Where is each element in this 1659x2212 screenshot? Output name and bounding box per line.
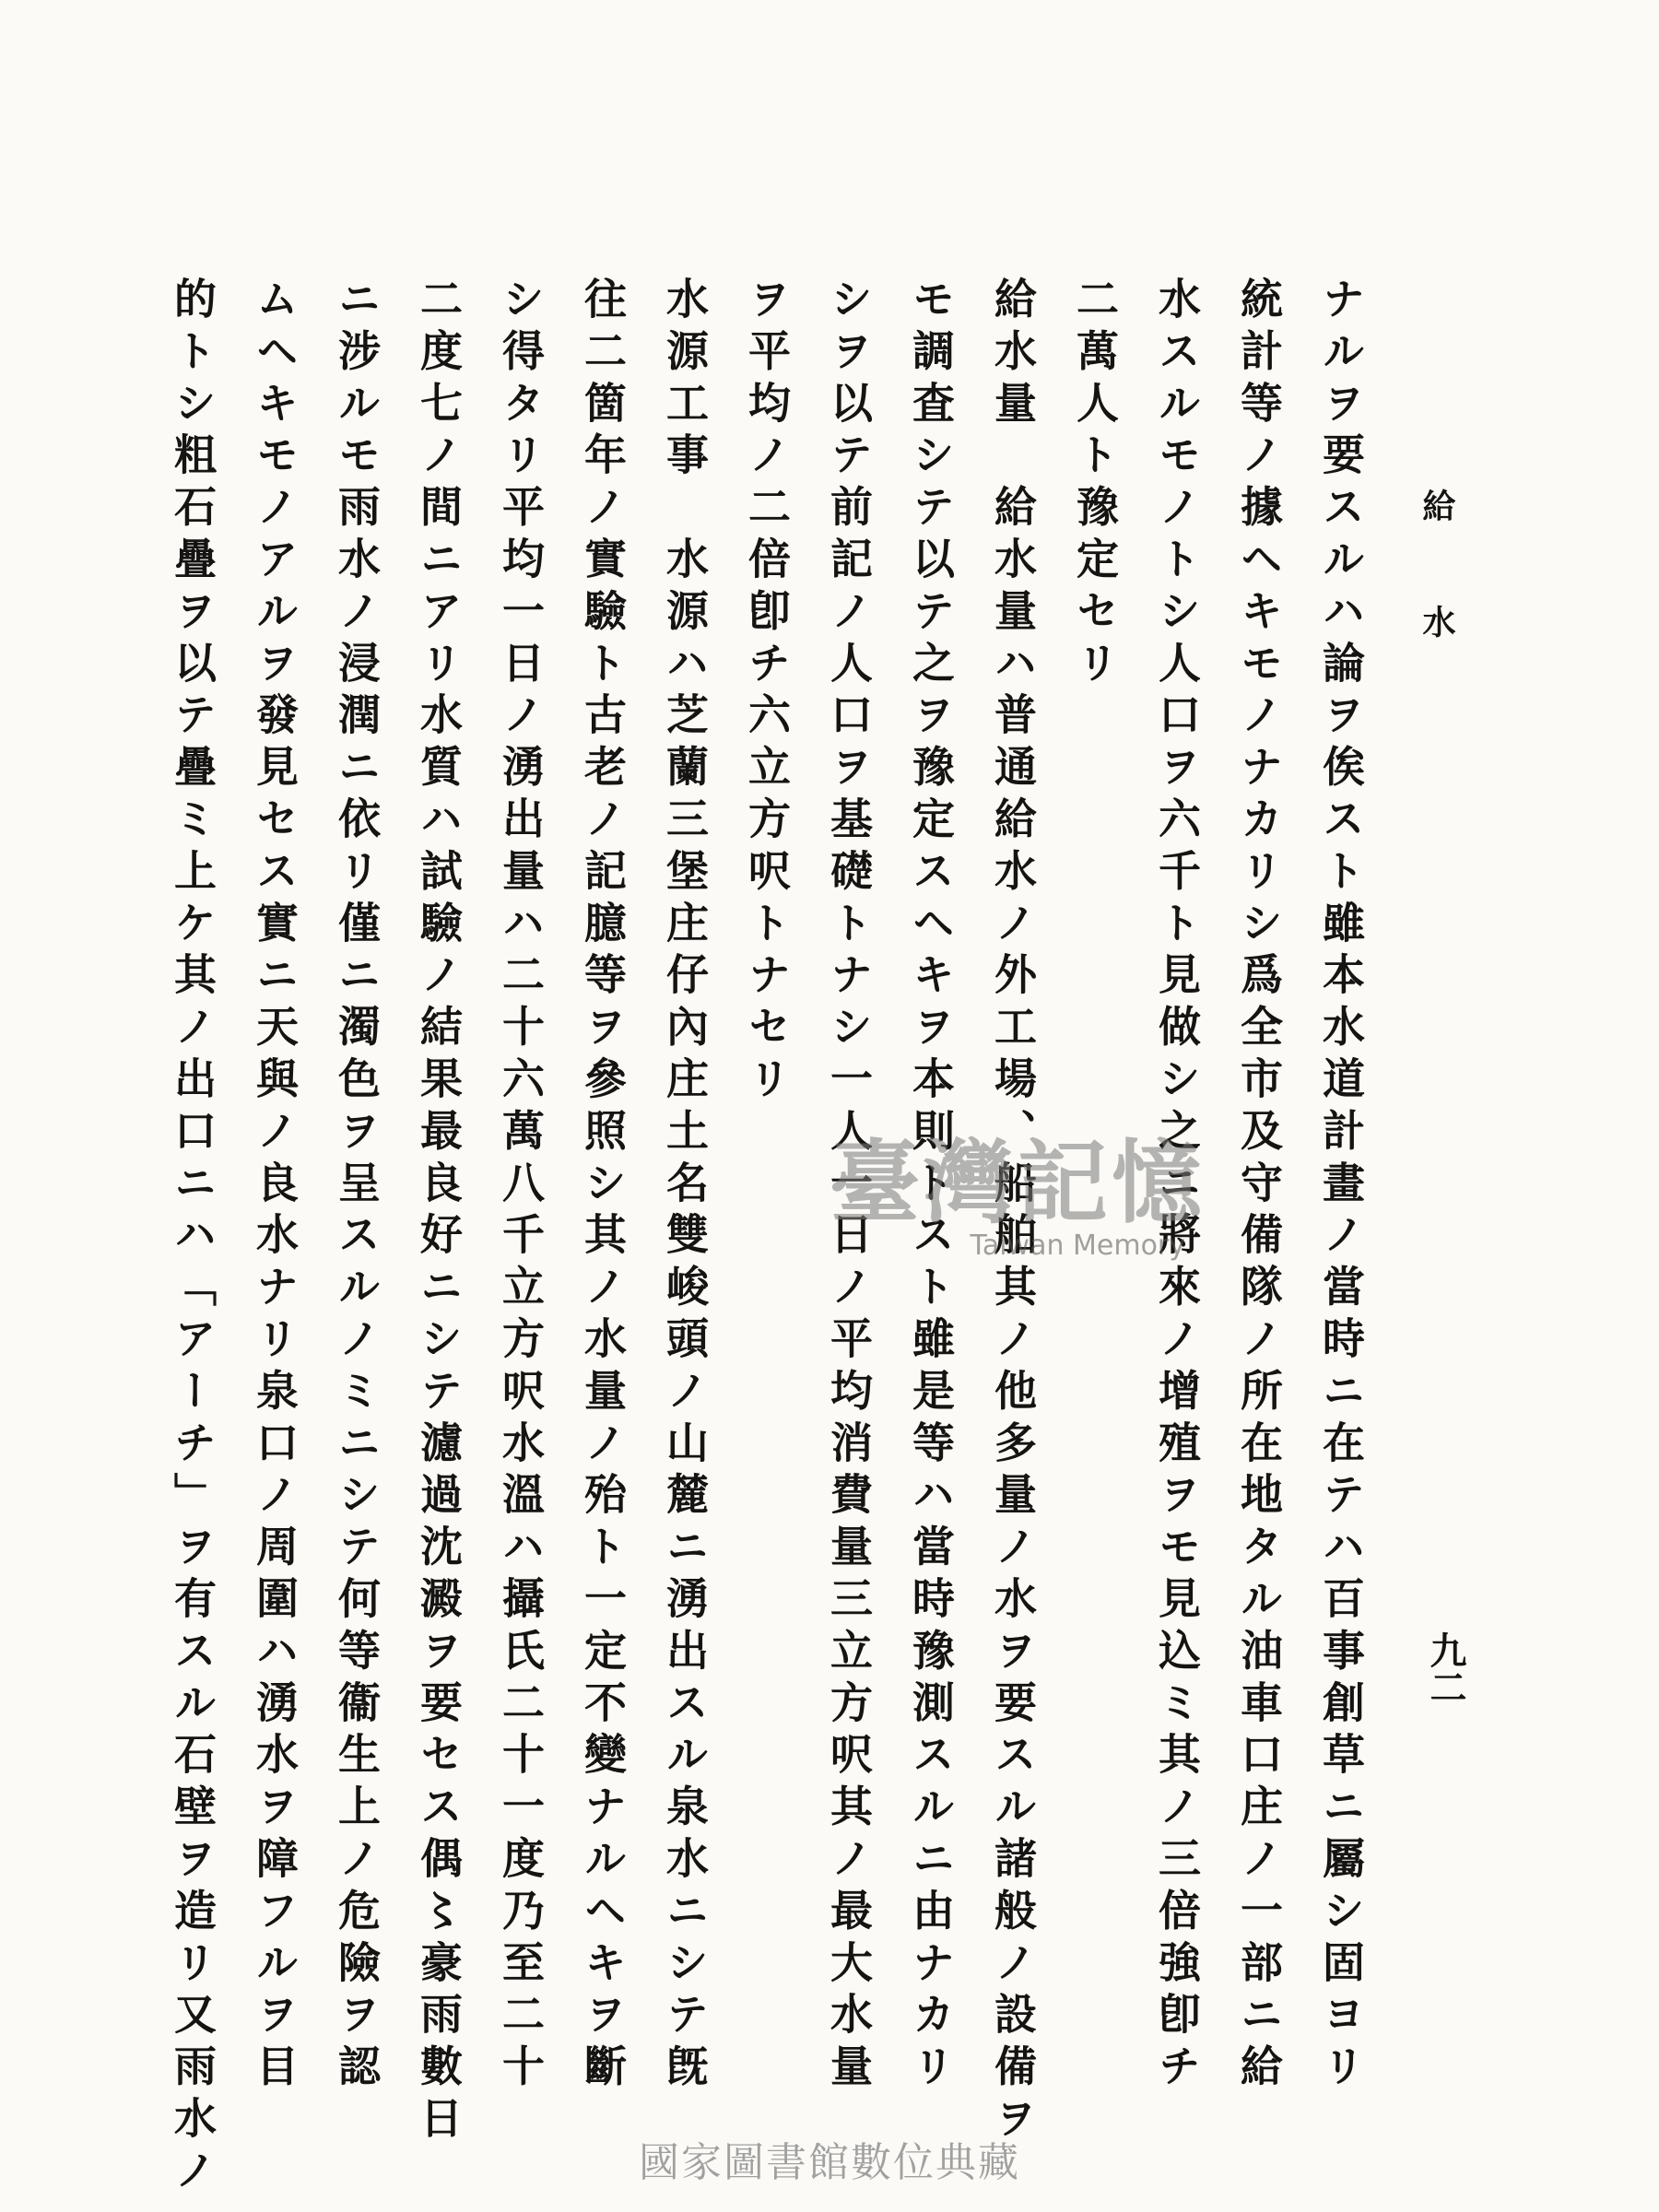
text-column-13: ニ涉ルモ雨水ノ浸潤ニ依リ僅ニ濁色ヲ呈スルノミニシテ何等衞生上ノ危險ヲ認 — [332, 276, 382, 2096]
text-column-1: ナルヲ要スルハ論ヲ俟スト雖本水道計畫ノ當時ニ在テハ百事創草ニ屬シ固ヨリ — [1316, 276, 1366, 2096]
text-column-3: 水スルモノトシ人口ヲ六千ト見做シ之ニ將來ノ增殖ヲモ見込ミ其ノ三倍強卽チ — [1152, 276, 1202, 2097]
text-column-4: 二萬人ト豫定セリ — [1070, 276, 1120, 693]
running-head: 給 水 — [1418, 488, 1456, 660]
text-column-2: 統計等ノ據ヘキモノナカリシ爲全市及守備隊ノ所在地タル油車口庄ノ一部ニ給 — [1234, 276, 1284, 2096]
text-column-10: 往二箇年ノ實驗ト古老ノ記臆等ヲ參照シ其ノ水量ノ殆ト一定不變ナルヘキヲ斷 — [578, 276, 628, 2096]
text-column-8: ヲ平均ノ二倍卽チ六立方呎トナセリ — [742, 276, 792, 1109]
text-column-12: 二度七ノ間ニアリ水質ハ試驗ノ結果最良好ニシテ濾過沈澱ヲ要セス偶〻豪雨數日 — [414, 276, 464, 2148]
page-number: 九二 — [1424, 1631, 1467, 1705]
text-column-11: シ得タリ平均一日ノ湧出量ハ二十六萬八千立方呎水溫ハ攝氏二十一度乃至二十 — [496, 276, 546, 2096]
text-column-14: ムヘキモノアルヲ發見セス實ニ天與ノ良水ナリ泉口ノ周圍ハ湧水ヲ障フルヲ目 — [250, 276, 300, 2096]
text-column-15: 的トシ粗石疊ヲ以テ疊ミ上ケ其ノ出口ニハ「アーチ」ヲ有スル石壁ヲ造リ又雨水ノ — [168, 276, 218, 2200]
text-column-7: シヲ以テ前記ノ人口ヲ基礎トナシ一人一日ノ平均消費量三立方呎其ノ最大水量 — [824, 276, 874, 2096]
footer-library-credit: 國家圖書館數位典藏 — [639, 2139, 1020, 2186]
watermark-english: Taiwan Memory — [970, 1230, 1186, 1262]
text-column-6: モ調査シテ以テ之ヲ豫定スヘキヲ本則トスト雖是等ハ當時豫測スルニ由ナカリ — [906, 276, 956, 2096]
watermark-chinese: 臺灣記憶 — [830, 1130, 1206, 1236]
text-column-5: 給水量 給水量ハ普通給水ノ外工場、船舶其ノ他多量ノ水ヲ要スル諸般ノ設備ヲ — [988, 276, 1038, 2148]
text-column-9: 水源工事 水源ハ芝蘭三堡庄仔內庄土名雙峻頭ノ山麓ニ湧出スル泉水ニシテ旣 — [660, 276, 710, 2096]
